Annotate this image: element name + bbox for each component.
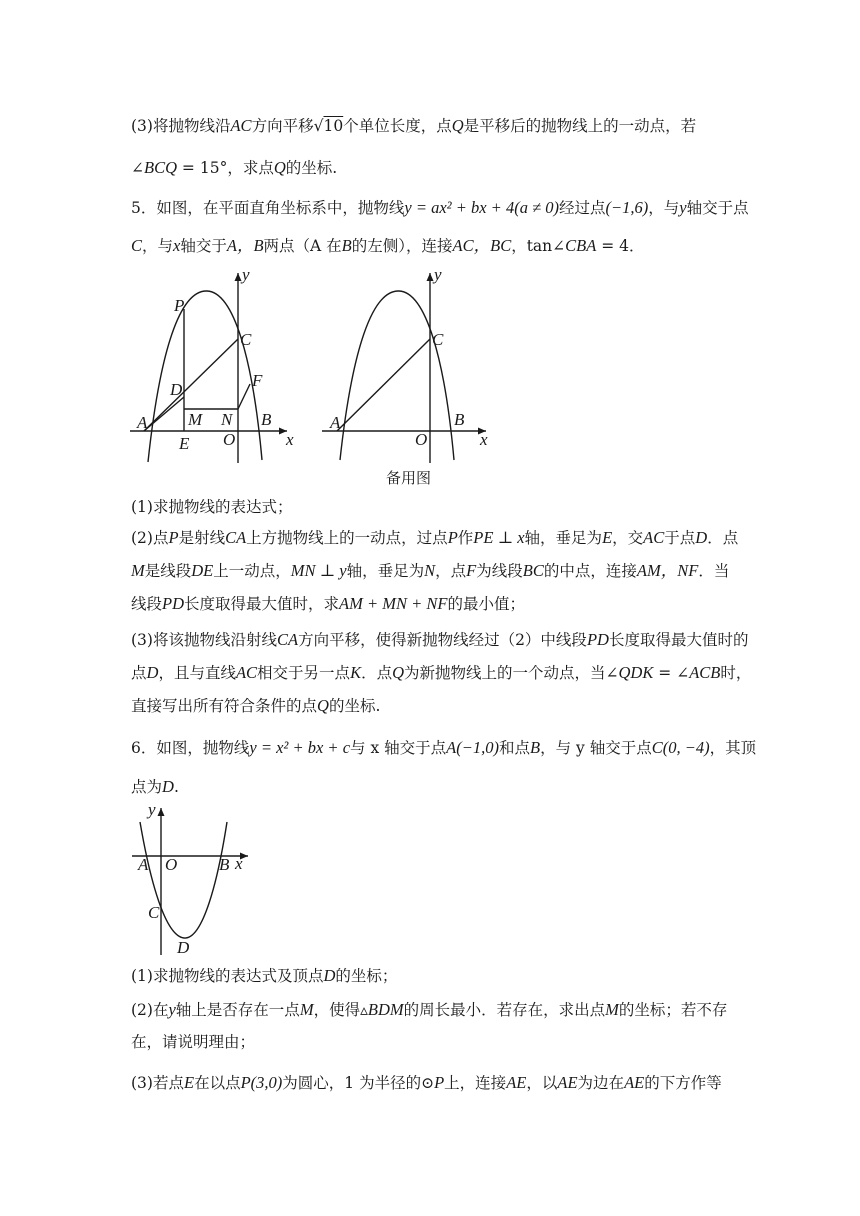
segment-am	[144, 397, 184, 431]
math-acbc: AC，BC	[452, 236, 512, 255]
label-x: x	[235, 854, 243, 873]
label-b: B	[261, 410, 272, 429]
label-b: B	[454, 410, 465, 429]
equation: y = ax² + bx + 4(a ≠ 0)	[404, 198, 559, 217]
text: (3)若点	[131, 1074, 184, 1092]
text: ．点	[361, 664, 393, 682]
math-bdm: BDM	[367, 1000, 404, 1019]
q5-part3-line2	[131, 663, 751, 683]
text: 时，	[720, 664, 752, 682]
label-o: O	[165, 855, 178, 874]
text: 是平移后的抛物线上的一动点，若	[463, 117, 697, 135]
text: ，与 y 轴交于点	[540, 739, 652, 757]
text: 个单位长度，点	[343, 117, 452, 135]
math-p: P	[168, 528, 179, 547]
text: 为边在	[577, 1074, 625, 1092]
y-arrow	[158, 808, 165, 816]
math-ae: AE	[624, 1073, 645, 1092]
text: 长度取得最大值时的	[608, 631, 749, 649]
math-ac: AC	[230, 116, 252, 135]
math-p: P	[240, 1073, 251, 1092]
math-q: Q	[317, 696, 329, 715]
q4-part3-line1	[131, 116, 696, 136]
q5-figure-spare	[318, 265, 498, 490]
math-n: N	[424, 561, 436, 580]
q5-part2-line1	[131, 528, 738, 548]
math-ac: AC	[235, 663, 258, 682]
q5-part3-line3	[131, 696, 380, 716]
text: 和点	[498, 739, 530, 757]
math-d: D	[162, 777, 174, 796]
q5-part1: (1)求抛物线的表达式；	[131, 498, 293, 516]
text: 的坐标.	[328, 697, 381, 715]
radicand: 10	[323, 117, 344, 135]
q5-line1	[131, 198, 749, 218]
text: 的坐标；	[335, 967, 398, 985]
text: 为圆心，1 为半径的⊙	[282, 1074, 435, 1092]
text: 上，连接	[444, 1074, 507, 1092]
text: 6．如图，抛物线	[131, 739, 250, 757]
parabola	[148, 291, 262, 462]
text: 长度取得最大值时，求	[184, 595, 340, 613]
math-cba: CBA	[565, 236, 597, 255]
q6-figure	[128, 798, 258, 958]
math-ca: CA	[276, 630, 299, 649]
text: (3)将该抛物线沿射线	[131, 631, 277, 649]
q5-part2-line2	[131, 561, 729, 581]
math-m: M	[605, 1000, 619, 1019]
math-q: Q	[392, 663, 405, 682]
math-ac: AC	[643, 528, 665, 547]
text: 与 x 轴交于点	[350, 739, 447, 757]
label-d: D	[170, 380, 183, 399]
text: 相交于另一点	[257, 664, 351, 682]
math-m: M	[299, 1000, 314, 1019]
text: = ∠	[653, 664, 690, 682]
math-ab: A，B	[226, 236, 264, 255]
math-q: Q	[273, 158, 286, 177]
label-a: A	[137, 413, 148, 432]
math-pd: PD	[162, 594, 185, 613]
text: 的左侧），连接	[351, 237, 453, 255]
math-p: P	[447, 528, 458, 547]
text: 为新抛物线上的一个动点，当∠	[404, 664, 619, 682]
text: = 4．	[596, 237, 645, 255]
text: ，与	[142, 237, 174, 255]
label-a: A	[138, 855, 149, 874]
text: 作	[457, 529, 474, 547]
q5-part2-line3	[131, 594, 525, 614]
math-b: B	[530, 738, 541, 757]
math-b: B	[341, 236, 352, 255]
label-y: y	[434, 265, 442, 284]
text: (3)将抛物线沿	[131, 117, 231, 135]
text: 轴上是否存在一点	[175, 1001, 300, 1019]
parabola	[340, 291, 454, 460]
math-de: DE	[191, 561, 214, 580]
text: = 15°，求点	[177, 159, 274, 177]
point-c: (0, −4)	[662, 738, 710, 757]
text: ，以	[526, 1074, 558, 1092]
figure-caption: 备用图	[386, 469, 432, 487]
text: ，且与直线	[158, 664, 236, 682]
math-p: P	[434, 1073, 445, 1092]
text: ，点	[435, 562, 467, 580]
math-c: C	[131, 236, 143, 255]
math-d: D	[695, 528, 708, 547]
sqrt-sign: √	[313, 117, 324, 135]
math-d: D	[323, 966, 336, 985]
label-y: y	[148, 800, 156, 819]
text: 轴，垂足为	[346, 562, 425, 580]
text: 两点（A 在	[263, 237, 342, 255]
label-b: B	[219, 855, 230, 874]
math-acb: ACB	[689, 663, 721, 682]
point: (−1,6)	[605, 198, 649, 217]
label-n: N	[221, 410, 233, 429]
q6-line1	[131, 738, 756, 758]
math-y: y	[679, 198, 687, 217]
text: 是射线	[178, 529, 226, 547]
triangle-sign: ▵	[360, 1001, 368, 1019]
text: 上方抛物线上的一动点，过点	[246, 529, 448, 547]
math-m: M	[131, 561, 145, 580]
text: 为线段	[476, 562, 523, 580]
label-p: P	[174, 296, 185, 315]
text: ，其顶	[709, 739, 757, 757]
text: (2)点	[131, 529, 169, 547]
math-y: y	[168, 1000, 176, 1019]
q6-part2-line1	[131, 1000, 727, 1020]
q6-part2-line2: 在，请说明理由；	[131, 1033, 256, 1051]
math-ae: AE	[506, 1073, 527, 1092]
text: 点为	[131, 778, 163, 796]
math-pd: PD	[586, 630, 609, 649]
math-c: C	[651, 738, 663, 757]
math-k: K	[350, 663, 362, 682]
text: ，使得	[313, 1001, 361, 1019]
text: 的周长最小．若存在，求出点	[403, 1001, 606, 1019]
q6-part3-line1	[131, 1073, 722, 1093]
text: 点	[131, 664, 147, 682]
math-bcq: BCQ	[144, 158, 177, 177]
text: 5．如图，在平面直角坐标系中，抛物线	[131, 199, 405, 217]
math-mn: MN ⊥ y	[290, 561, 347, 580]
text: .	[173, 778, 179, 796]
math-ca: CA	[225, 528, 247, 547]
point-p: (3,0)	[250, 1073, 283, 1092]
math-am-nf: AM，NF	[636, 561, 699, 580]
text: 线段	[131, 595, 163, 613]
label-f: F	[252, 371, 263, 390]
text: ．点	[707, 529, 739, 547]
math-x: x	[173, 236, 181, 255]
text: 方向平移	[251, 117, 314, 135]
math-q: Q	[451, 116, 464, 135]
text: (1)求抛物线的表达式及顶点	[131, 967, 324, 985]
math-e: E	[183, 1073, 195, 1092]
q6-part1	[131, 966, 397, 986]
label-y: y	[242, 265, 250, 284]
label-a: A	[330, 413, 341, 432]
text: 经过点	[559, 199, 606, 217]
q5-figure-main	[125, 265, 305, 465]
text: ．当	[698, 562, 730, 580]
math-qdk: QDK	[618, 663, 654, 682]
segment-nf	[238, 384, 250, 409]
label-c: C	[240, 330, 252, 349]
text: 是线段	[144, 562, 192, 580]
math-pe: PE ⊥ x	[473, 528, 525, 547]
text: 于点	[664, 529, 696, 547]
angle-sign: ∠	[131, 159, 144, 177]
label-x: x	[286, 430, 294, 449]
text: ，与	[648, 199, 680, 217]
text: ，交	[612, 529, 644, 547]
text: 直接写出所有符合条件的点	[131, 697, 318, 715]
q5-line2	[131, 236, 645, 256]
text: 的坐标；若不存	[618, 1001, 728, 1019]
label-o: O	[415, 430, 428, 449]
label-m: M	[188, 410, 203, 429]
math-ae: AE	[557, 1073, 578, 1092]
y-arrow	[235, 273, 242, 281]
text: 上一动点，	[213, 562, 291, 580]
math-a: A	[446, 738, 457, 757]
text: 轴交于	[180, 237, 227, 255]
label-o: O	[223, 430, 236, 449]
q4-part3-line2	[131, 158, 337, 178]
math-bc: BC	[522, 561, 544, 580]
math-e: E	[602, 528, 613, 547]
equation: y = x² + bx + c	[249, 738, 351, 757]
text: 的中点，连接	[543, 562, 637, 580]
math-f: F	[466, 561, 477, 580]
label-x: x	[480, 430, 488, 449]
label-c: C	[432, 330, 444, 349]
text: ，tan∠	[511, 237, 566, 255]
text: 的最小值；	[447, 595, 525, 613]
text: 的坐标.	[285, 159, 338, 177]
label-c: C	[148, 903, 160, 922]
text: 轴，垂足为	[524, 529, 603, 547]
label-d: D	[177, 938, 190, 957]
text: 轴交于点	[686, 199, 749, 217]
text: 的下方作等	[644, 1074, 722, 1092]
text: (2)在	[131, 1001, 169, 1019]
text: 在以点	[194, 1074, 241, 1092]
label-e: E	[179, 434, 190, 453]
text: 方向平移，使得新抛物线经过（2）中线段	[298, 631, 587, 649]
math-expression: AM + MN + NF	[339, 594, 448, 613]
q6-line2	[131, 777, 179, 797]
math-d: D	[146, 663, 159, 682]
y-arrow	[427, 273, 434, 281]
q5-part3-line1	[131, 630, 748, 650]
point-a: (−1,0)	[456, 738, 499, 757]
